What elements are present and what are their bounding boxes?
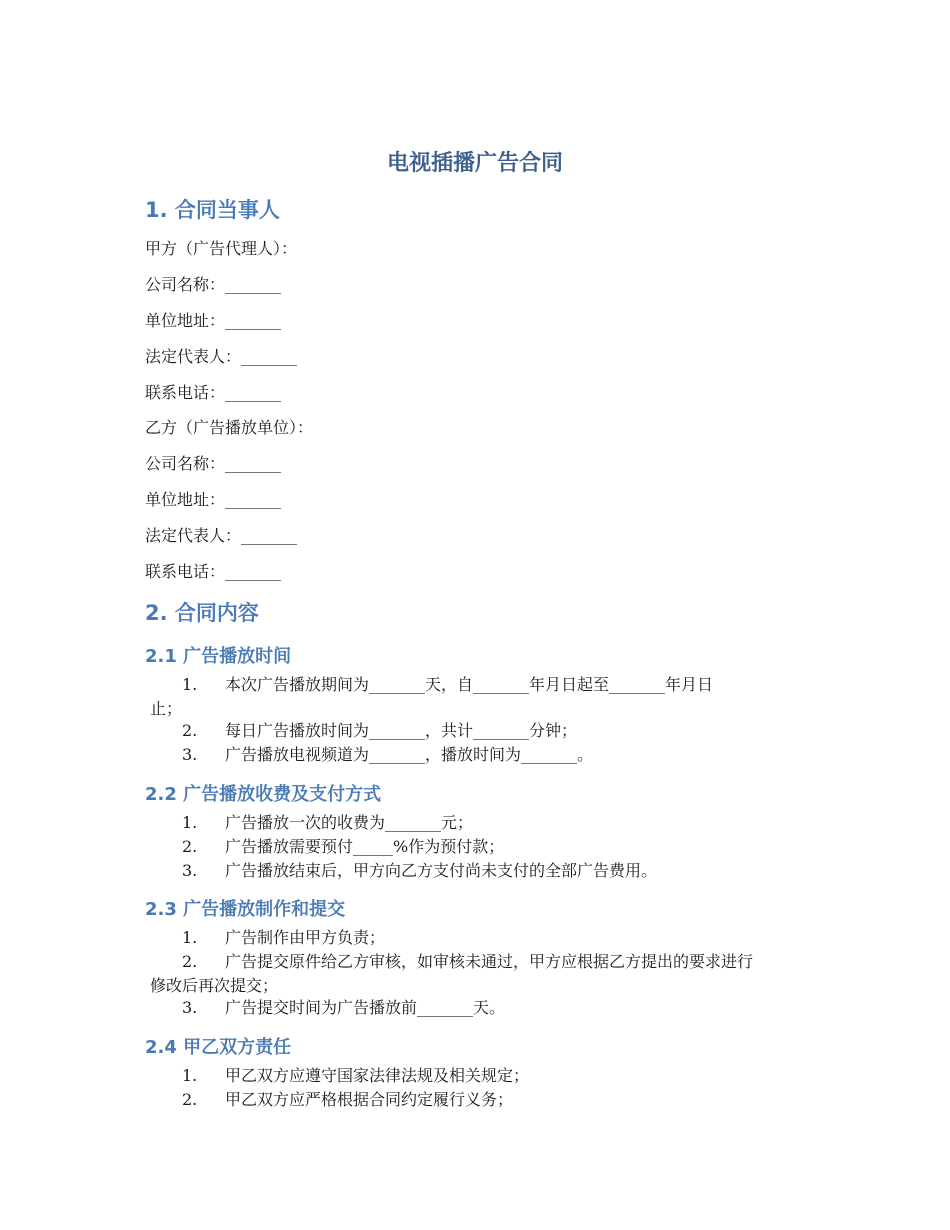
list-item-text: 广告制作由甲方负责； <box>225 928 386 947</box>
list-item-text: 广告提交时间为广告播放前_______天。 <box>225 998 506 1017</box>
subsection-heading-responsibilities: 2.4 甲乙双方责任 <box>145 1037 292 1058</box>
list-item-text: 每日广告播放时间为_______，共计_______分钟； <box>225 721 578 740</box>
list-item-text: 甲乙双方应严格根据合同约定履行义务； <box>225 1090 514 1109</box>
party-a-company-name: 公司名称：_______ <box>145 275 282 294</box>
party-b-company-name: 公司名称：_______ <box>145 454 282 473</box>
list-item-number: 2. <box>182 1090 198 1109</box>
list-item-number: 1. <box>182 813 198 832</box>
list-item-text: 广告播放结束后，甲方向乙方支付尚未支付的全部广告费用。 <box>225 861 658 880</box>
list-item <box>145 743 845 767</box>
list-item-text: 本次广告播放期间为_______天，自_______年月日起至_______年月日 <box>225 675 714 694</box>
list-item <box>145 835 845 859</box>
list-item-text-continuation: 修改后再次提交； <box>150 976 279 995</box>
list-item-number: 1. <box>182 1066 198 1085</box>
list-item-number: 1. <box>182 928 198 947</box>
party-a-legal-rep: 法定代表人：_______ <box>145 347 298 366</box>
list-item <box>145 1088 845 1112</box>
list-item-text: 广告提交原件给乙方审核，如审核未通过，甲方应根据乙方提出的要求进行 <box>225 952 754 971</box>
list-item-number: 2. <box>182 952 198 971</box>
party-a-address: 单位地址：_______ <box>145 311 282 330</box>
list-item-text: 广告播放需要预付_____%作为预付款； <box>225 837 505 856</box>
list-item <box>145 673 845 721</box>
list-item-number: 3. <box>182 861 198 880</box>
party-a-label: 甲方（广告代理人）： <box>145 239 298 258</box>
list-item-text: 甲乙双方应遵守国家法律法规及相关规定； <box>225 1066 530 1085</box>
list-item-text: 广告播放一次的收费为_______元； <box>225 813 474 832</box>
section-heading-contents: 2. 合同内容 <box>145 601 259 625</box>
list-item <box>145 811 845 835</box>
list-item-number: 3. <box>182 998 198 1017</box>
list-item <box>145 1064 845 1088</box>
list-item <box>145 719 845 743</box>
list-item-number: 3. <box>182 745 198 764</box>
party-b-legal-rep: 法定代表人：_______ <box>145 526 298 545</box>
party-b-label: 乙方（广告播放单位）： <box>145 418 314 437</box>
list-item-text: 广告播放电视频道为_______，播放时间为_______。 <box>225 745 594 764</box>
list-item <box>145 926 845 950</box>
list-item-text-continuation: 止； <box>150 699 183 718</box>
list-item <box>145 950 845 998</box>
section-heading-parties: 1. 合同当事人 <box>145 198 280 222</box>
list-item <box>145 859 845 883</box>
list-item-number: 2. <box>182 721 198 740</box>
party-b-address: 单位地址：_______ <box>145 490 282 509</box>
subsection-heading-fees-payment: 2.2 广告播放收费及支付方式 <box>145 784 382 805</box>
subsection-heading-broadcast-time: 2.1 广告播放时间 <box>145 646 292 667</box>
party-b-phone: 联系电话：_______ <box>145 562 282 581</box>
list-item-number: 2. <box>182 837 198 856</box>
party-a-phone: 联系电话：_______ <box>145 383 282 402</box>
document-title: 电视插播广告合同 <box>386 151 563 176</box>
list-item <box>145 996 845 1020</box>
subsection-heading-production-submission: 2.3 广告播放制作和提交 <box>145 899 346 920</box>
list-item-number: 1. <box>182 675 198 694</box>
